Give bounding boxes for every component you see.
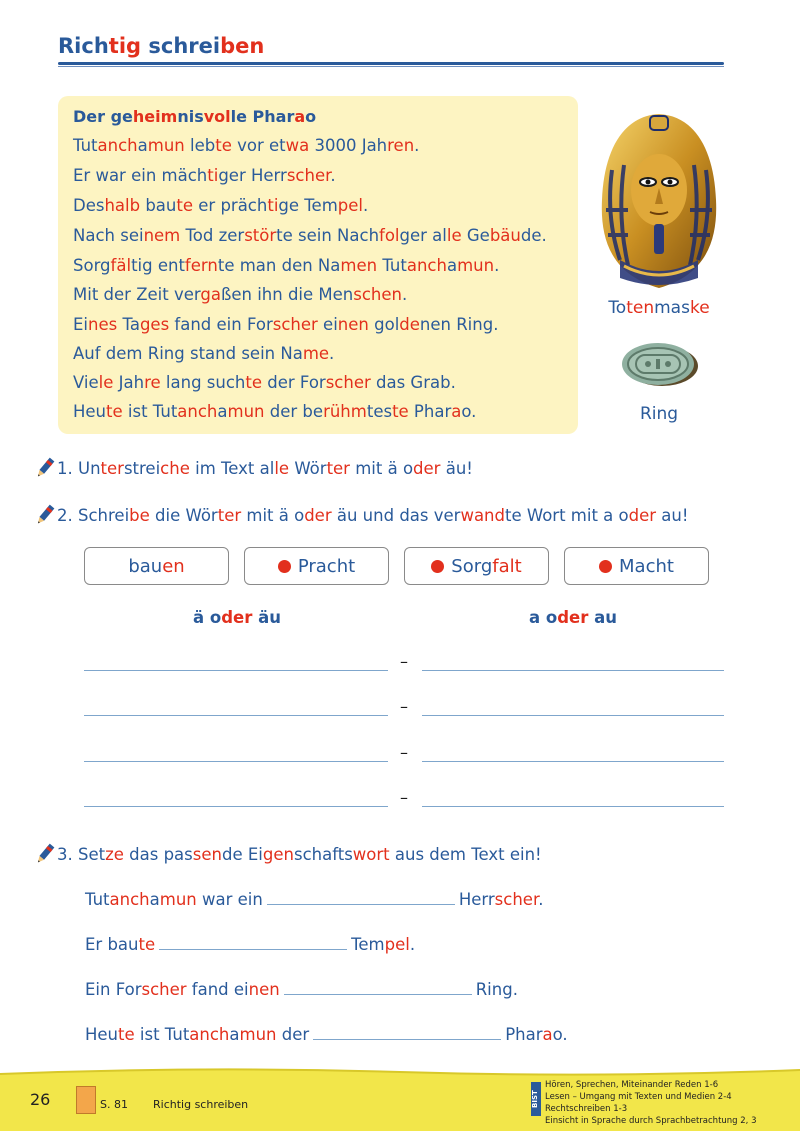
sentence-start: Heute ist Tutanchamun der: [85, 1025, 310, 1044]
sentence-end: Pharao.: [505, 1025, 568, 1044]
pencil-icon: [33, 456, 57, 480]
word-card-bauen: bau en: [84, 547, 229, 585]
sentence-start: Tutanchamun war ein: [85, 890, 263, 909]
answer-blank[interactable]: [159, 935, 347, 950]
column-heading-ae-aeu: ä oder äu: [193, 608, 281, 627]
bist-label: BIST: [531, 1082, 541, 1116]
writing-line[interactable]: [422, 670, 724, 671]
answer-blank[interactable]: [313, 1025, 501, 1040]
word-card-label: Macht: [619, 555, 674, 577]
answer-blank[interactable]: [284, 980, 472, 995]
mask-caption: Totenmaske: [608, 298, 710, 318]
death-mask-image: [598, 110, 720, 290]
writing-line[interactable]: [84, 670, 388, 671]
sentence-start: Ein Forscher fand einen: [85, 980, 280, 999]
fill-sentence: [85, 980, 518, 999]
word-card-label: Pracht: [297, 555, 356, 577]
story-line: Deshalb baute er prächtige Tempel.: [73, 196, 369, 215]
column-heading-a-au: a oder au: [529, 608, 617, 627]
dot-marker-icon: [431, 560, 444, 573]
dash-separator: –: [400, 743, 408, 762]
dash-separator: –: [400, 652, 408, 671]
standard-line: Lesen – Umgang mit Texten und Medien 2-4: [545, 1092, 732, 1102]
word-card-macht: [564, 547, 709, 585]
story-line: Auf dem Ring stand sein Name.: [73, 344, 335, 363]
sentence-start: Er baute: [85, 935, 156, 954]
writing-line[interactable]: [422, 761, 724, 762]
title-underline: [58, 62, 724, 65]
fill-sentence: [85, 890, 543, 909]
standard-line: Rechtschreiben 1-3: [545, 1104, 628, 1114]
sentence-end: Herrscher.: [458, 890, 544, 909]
fill-sentence: [85, 935, 415, 954]
book-icon: [76, 1086, 96, 1114]
standard-line: Einsicht in Sprache durch Sprachbetrachtung 2, 3: [545, 1116, 757, 1126]
dash-separator: –: [400, 697, 408, 716]
dot-marker-icon: [278, 560, 291, 573]
writing-line[interactable]: [422, 806, 724, 807]
writing-line[interactable]: [84, 806, 388, 807]
sentence-end: Tempel.: [351, 935, 416, 954]
book-page-reference: S. 81: [100, 1098, 128, 1111]
writing-line[interactable]: [84, 715, 388, 716]
story-line: Sorgfältig entfernte man den Namen Tutanchamun.: [73, 256, 500, 275]
ring-caption: Ring: [639, 404, 679, 424]
ring-image: [618, 340, 700, 390]
footer-title: Richtig schreiben: [153, 1098, 249, 1111]
story-line: Tutanchamun lebte vor etwa 3000 Jahren.: [73, 136, 420, 155]
pencil-icon: [33, 842, 57, 866]
task-2: 2. Schreibe die Wörter mit ä oder äu und das verwandte Wort mit a oder au!: [57, 506, 689, 525]
story-line: Er war ein mächtiger Herrscher.: [73, 166, 336, 185]
dash-separator: –: [400, 788, 408, 807]
answer-blank[interactable]: [267, 890, 455, 905]
pencil-icon: [33, 503, 57, 527]
page-title: Richtig schreiben: [58, 34, 265, 58]
writing-line[interactable]: [84, 761, 388, 762]
story-line: Mit der Zeit vergaßen ihn die Menschen.: [73, 285, 408, 304]
word-card-pracht: [244, 547, 389, 585]
story-line: Heute ist Tutanchamun der berühmteste Pharao.: [73, 402, 477, 421]
story-line: Viele Jahre lang suchte der Forscher das Grab.: [73, 373, 456, 392]
page-number: 26: [30, 1090, 51, 1109]
story-line: Eines Tages fand ein Forscher einen goldenen Ring.: [73, 315, 499, 334]
dot-marker-icon: [599, 560, 612, 573]
story-title: Der geheimnisvolle Pharao: [73, 107, 317, 126]
title-underline-secondary: [58, 66, 724, 67]
task-3: 3. Setze das passende Eigenschaftswort aus dem Text ein!: [57, 845, 542, 864]
writing-line[interactable]: [422, 715, 724, 716]
sentence-end: Ring.: [475, 980, 518, 999]
word-card-sorgfalt: [404, 547, 549, 585]
standard-line: Hören, Sprechen, Miteinander Reden 1-6: [545, 1080, 719, 1090]
word-card-label: Sorgfalt: [451, 555, 522, 577]
story-line: Nach seinem Tod zerstörte sein Nachfolger alle Gebäude.: [73, 226, 547, 245]
fill-sentence: [85, 1025, 568, 1044]
task-1: 1. Unterstreiche im Text alle Wörter mit ä oder äu!: [57, 459, 473, 478]
